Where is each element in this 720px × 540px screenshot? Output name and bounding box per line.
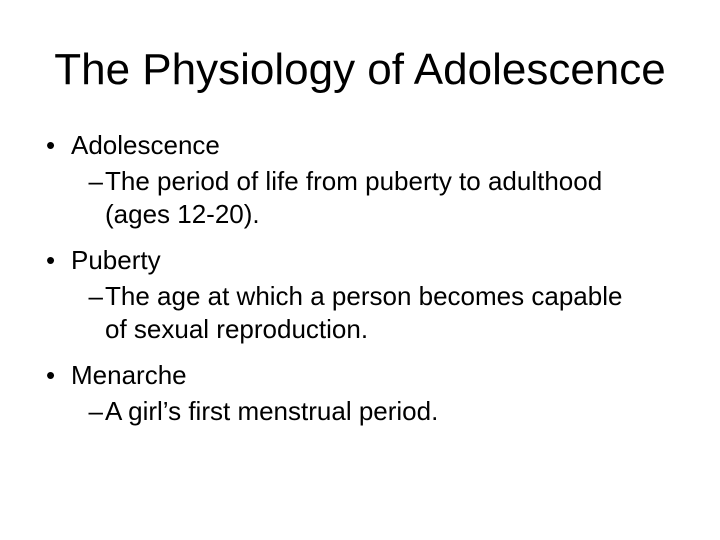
- bullet-icon: •: [46, 130, 56, 160]
- bullet-row: [46, 358, 686, 392]
- definition-adolescence: The period of life from puberty to adulthood (ages 12-20).: [105, 166, 603, 229]
- bullet-row: [46, 243, 686, 277]
- sub-bullet-row: [78, 280, 686, 346]
- slide-title: The Physiology of Adolescence: [54, 45, 666, 94]
- term-puberty: Puberty: [71, 245, 161, 275]
- list-item: [46, 358, 686, 428]
- term-adolescence: Adolescence: [71, 130, 220, 160]
- list-item: [46, 243, 686, 346]
- sub-bullet-row: [78, 395, 686, 428]
- bullet-row: [46, 128, 686, 162]
- definition-menarche: A girl’s first menstrual period.: [105, 396, 439, 426]
- list-item: [46, 128, 686, 231]
- sub-bullet-row: [78, 165, 686, 231]
- dash-icon: –: [88, 396, 103, 426]
- dash-icon: –: [88, 166, 103, 196]
- term-menarche: Menarche: [71, 360, 187, 390]
- bullet-list: [46, 128, 686, 440]
- bullet-icon: •: [46, 360, 56, 390]
- bullet-icon: •: [46, 245, 56, 275]
- dash-icon: –: [88, 281, 103, 311]
- definition-puberty: The age at which a person becomes capable of sexual reproduction.: [105, 281, 623, 344]
